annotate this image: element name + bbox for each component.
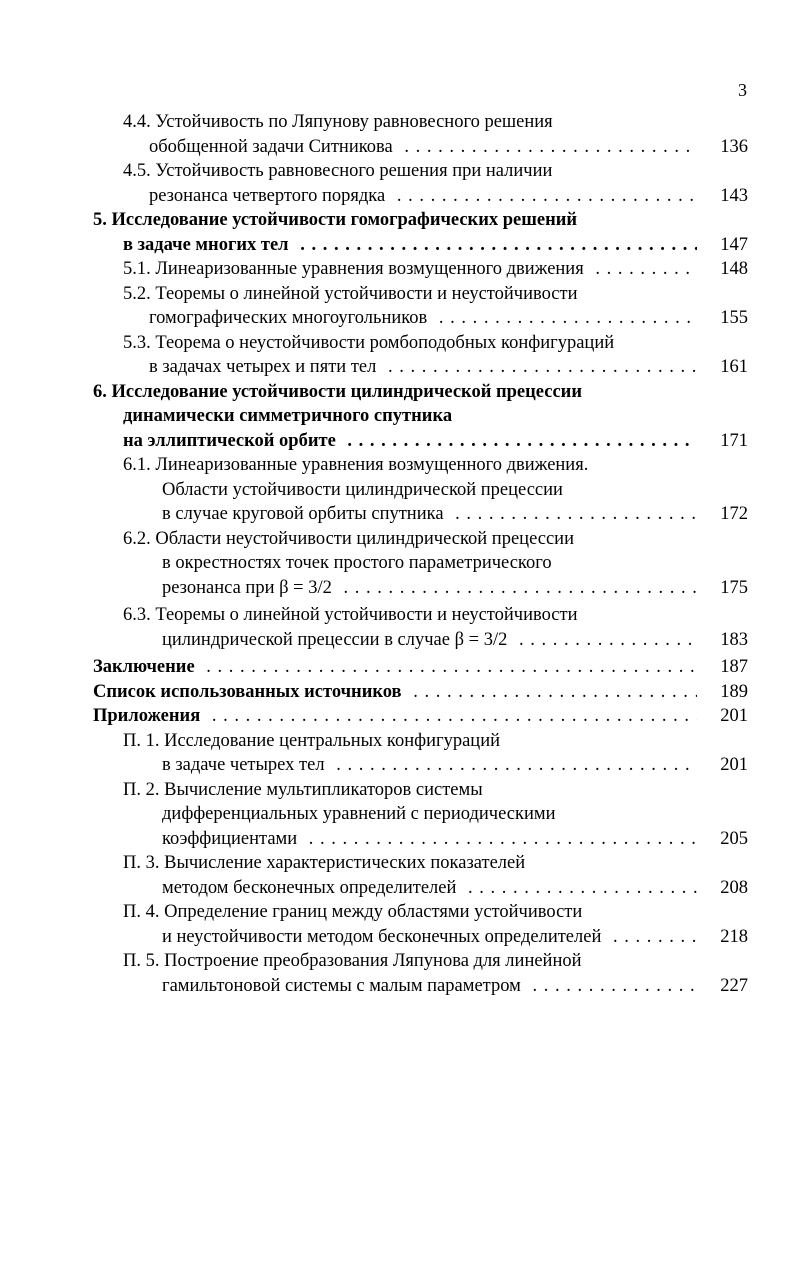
toc-entry-title: 4.4. Устойчивость по Ляпунову равновесного решения bbox=[123, 112, 553, 132]
toc-entry-title: коэффициентами bbox=[162, 829, 303, 849]
toc-entry bbox=[0, 628, 799, 652]
toc-entry bbox=[0, 184, 799, 208]
toc-page-number: 161 bbox=[720, 357, 748, 377]
toc-entry bbox=[0, 704, 799, 728]
toc-entry-title: 6.2. Области неустойчивости цилиндрической прецессии bbox=[123, 529, 574, 549]
toc-entry-title: Список использованных источников bbox=[93, 682, 408, 702]
toc-entry-title: в задаче четырех тел bbox=[162, 755, 331, 775]
toc-entry-title: методом бесконечных определителей bbox=[162, 878, 462, 898]
toc-entry-title: 5.2. Теоремы о линейной устойчивости и неустойчивости bbox=[123, 284, 578, 304]
toc-entry bbox=[0, 802, 799, 826]
toc-entry-title: на эллиптической орбите bbox=[123, 431, 342, 451]
toc-entry-title: П. 5. Построение преобразования Ляпунова для линейной bbox=[123, 951, 582, 971]
toc-entry-title: П. 4. Определение границ между областями устойчивости bbox=[123, 902, 583, 922]
toc-entry-title: 5. Исследование устойчивости гомографических решений bbox=[93, 210, 578, 230]
toc-entry-title: Области устойчивости цилиндрической прецессии bbox=[162, 480, 563, 500]
toc-entry-title: в случае круговой орбиты спутника bbox=[162, 504, 450, 524]
toc-entry-title: гамильтоновой системы с малым параметром bbox=[162, 976, 527, 996]
toc-entry-title: резонанса четвертого порядка bbox=[149, 186, 391, 206]
toc-entry bbox=[0, 778, 799, 802]
toc-page-number: 155 bbox=[720, 308, 748, 328]
toc-entry bbox=[0, 603, 799, 627]
toc-entry-title: П. 2. Вычисление мультипликаторов системы bbox=[123, 780, 483, 800]
toc-entry-title: дифференциальных уравнений с периодическими bbox=[162, 804, 556, 824]
toc-entry-title: 6. Исследование устойчивости цилиндрической прецессии bbox=[93, 382, 582, 402]
toc-page-number: 183 bbox=[720, 630, 748, 650]
toc-entry-title: П. 3. Вычисление характеристических показателей bbox=[123, 853, 526, 873]
toc-entry bbox=[0, 753, 799, 777]
toc-entry bbox=[0, 110, 799, 134]
toc-entry bbox=[0, 827, 799, 851]
toc-page-number: 189 bbox=[720, 682, 748, 702]
toc-entry bbox=[0, 208, 799, 232]
toc-entry-title: в задачах четырех и пяти тел bbox=[149, 357, 382, 377]
toc-page-number: 187 bbox=[720, 657, 748, 677]
toc-page-number: 205 bbox=[720, 829, 748, 849]
toc-entry-title: П. 1. Исследование центральных конфигураций bbox=[123, 731, 501, 751]
toc-page-number: 218 bbox=[720, 927, 748, 947]
toc-entry bbox=[0, 974, 799, 998]
toc-page-number: 147 bbox=[720, 235, 748, 255]
toc-page-number: 136 bbox=[720, 137, 748, 157]
toc-entry bbox=[0, 404, 799, 428]
toc-page-number: 208 bbox=[720, 878, 748, 898]
toc-page-number: 201 bbox=[720, 706, 748, 726]
toc-entry bbox=[0, 429, 799, 453]
toc-entry bbox=[0, 729, 799, 753]
toc-entry bbox=[0, 527, 799, 551]
toc-entry bbox=[0, 257, 799, 281]
toc-entry-title: и неустойчивости методом бесконечных определителей bbox=[162, 927, 607, 947]
toc-entry-title: 4.5. Устойчивость равновесного решения при наличии bbox=[123, 161, 553, 181]
toc-entry-title: динамически симметричного спутника bbox=[123, 406, 453, 426]
toc-entry bbox=[0, 331, 799, 355]
toc-entry-title: 6.1. Линеаризованные уравнения возмущенного движения. bbox=[123, 455, 589, 475]
toc-entry-title: резонанса при β = 3/2 bbox=[162, 578, 338, 598]
toc-entry-title: в задаче многих тел bbox=[123, 235, 295, 255]
toc-entry-title: в окрестностях точек простого параметрического bbox=[162, 553, 552, 573]
toc-entry-title: гомографических многоугольников bbox=[149, 308, 433, 328]
toc-entry-title: 5.3. Теорема о неустойчивости ромбоподобных конфигураций bbox=[123, 333, 615, 353]
toc-page-number: 227 bbox=[720, 976, 748, 996]
toc-entry bbox=[0, 655, 799, 679]
toc-entry bbox=[0, 282, 799, 306]
toc-entry bbox=[0, 925, 799, 949]
toc-entry bbox=[0, 680, 799, 704]
toc-entry bbox=[0, 306, 799, 330]
toc-page-number: 175 bbox=[720, 578, 748, 598]
toc-page-number: 171 bbox=[720, 431, 748, 451]
toc-page-number: 148 bbox=[720, 259, 748, 279]
toc-entry bbox=[0, 551, 799, 575]
toc-entry bbox=[0, 851, 799, 875]
toc-entry-title: Заключение bbox=[93, 657, 201, 677]
toc-entry bbox=[0, 876, 799, 900]
toc-entry bbox=[0, 502, 799, 526]
toc-entry bbox=[0, 380, 799, 404]
toc-page-number: 172 bbox=[720, 504, 748, 524]
toc-entry bbox=[0, 159, 799, 183]
toc-entry-title: Приложения bbox=[93, 706, 206, 726]
toc-entry bbox=[0, 900, 799, 924]
toc-entry bbox=[0, 135, 799, 159]
toc-entry bbox=[0, 949, 799, 973]
toc-entry-title: обобщенной задачи Ситникова bbox=[149, 137, 399, 157]
toc-entry bbox=[0, 576, 799, 600]
toc-entry bbox=[0, 478, 799, 502]
toc-entry-title: 5.1. Линеаризованные уравнения возмущенного движения bbox=[123, 259, 590, 279]
toc-entry-title: 6.3. Теоремы о линейной устойчивости и неустойчивости bbox=[123, 605, 578, 625]
toc-entry bbox=[0, 453, 799, 477]
toc-entry bbox=[0, 355, 799, 379]
toc-page-number: 201 bbox=[720, 755, 748, 775]
page-number: 3 bbox=[738, 80, 747, 100]
toc-entry-title: цилиндрической прецессии в случае β = 3/2 bbox=[162, 630, 513, 650]
toc-entry bbox=[0, 233, 799, 257]
toc-page-number: 143 bbox=[720, 186, 748, 206]
